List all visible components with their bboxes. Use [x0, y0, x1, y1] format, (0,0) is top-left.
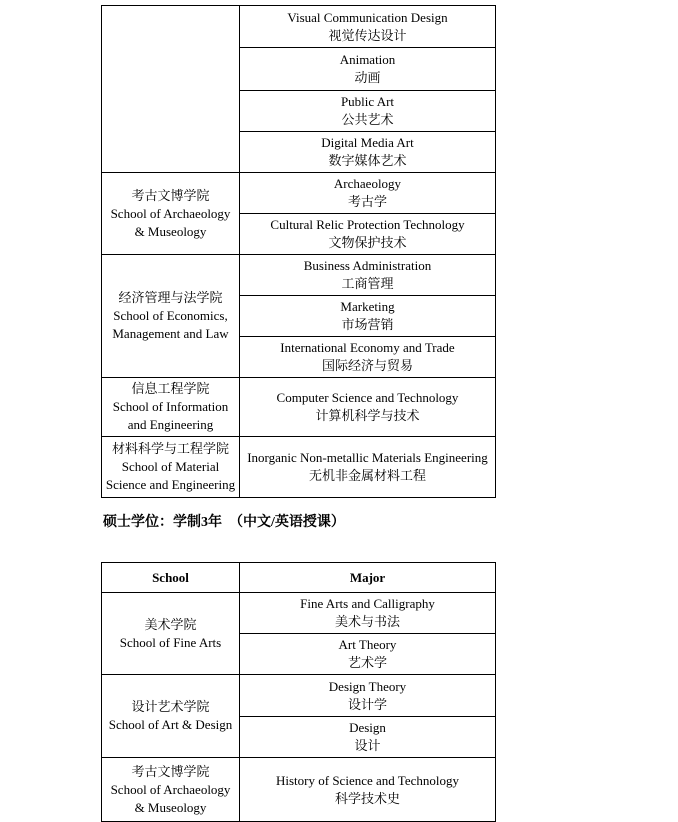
- school-cell-blank: [102, 6, 240, 173]
- column-header-school: School: [102, 563, 240, 593]
- major-cell: [240, 296, 496, 337]
- major-name-en: Inorganic Non-metallic Materials Engineering: [247, 450, 488, 465]
- major-name-zh: 设计学: [347, 696, 387, 712]
- major-cell: [240, 675, 496, 717]
- school-name-en: School of Archaeology & Museology: [110, 205, 231, 239]
- table-row: [102, 173, 496, 214]
- major-name-zh: 动画: [354, 70, 381, 85]
- major-name-en: Art Theory: [338, 637, 397, 652]
- school-name-en: School of Art & Design: [108, 717, 233, 732]
- major-name-zh: 数字媒体艺术: [328, 153, 407, 168]
- major-cell: [240, 255, 496, 296]
- table-header-row: [102, 563, 496, 593]
- school-cell-fine-arts: [102, 593, 240, 675]
- major-name-zh: 设计: [354, 738, 381, 753]
- school-name-zh: 设计艺术学院: [131, 699, 210, 714]
- major-name-zh: 视觉传达设计: [328, 27, 407, 43]
- major-name-en: Marketing: [340, 299, 395, 314]
- school-name-en: School of Economics, Management and Law: [112, 308, 229, 341]
- major-name-zh: 国际经济与贸易: [321, 358, 413, 373]
- school-name-zh: 信息工程学院: [131, 381, 210, 396]
- major-cell: [240, 6, 496, 48]
- major-name-zh: 计算机科学与技术: [315, 408, 420, 423]
- table-row: [102, 378, 496, 437]
- school-name-zh: 考古文博学院: [131, 187, 210, 203]
- major-name-en: Digital Media Art: [321, 135, 414, 150]
- school-cell-archaeology: [102, 173, 240, 255]
- major-name-en: Design Theory: [328, 678, 407, 694]
- major-name-en: Computer Science and Technology: [276, 390, 459, 405]
- school-name-zh: 经济管理与法学院: [118, 290, 223, 305]
- major-name-en: Cultural Relic Protection Technology: [270, 217, 465, 232]
- major-cell: [240, 173, 496, 214]
- major-name-zh: 美术与书法: [334, 614, 400, 629]
- major-name-zh: 科学技术史: [334, 790, 400, 806]
- major-cell: [240, 593, 496, 634]
- major-name-en: Archaeology: [333, 176, 402, 191]
- major-cell: [240, 634, 496, 675]
- major-name-en: Business Administration: [303, 258, 432, 273]
- major-cell: [240, 758, 496, 822]
- major-name-en: International Economy and Trade: [280, 340, 455, 355]
- school-cell-art-design: [102, 675, 240, 758]
- major-name-zh: 艺术学: [347, 655, 387, 670]
- major-name-zh: 市场营销: [341, 317, 394, 332]
- major-name-zh: 无机非金属材料工程: [308, 468, 426, 483]
- major-cell: [240, 91, 496, 132]
- table-row: [102, 593, 496, 634]
- school-cell-economics: [102, 255, 240, 378]
- major-name-zh: 考古学: [347, 194, 387, 209]
- table-row: [102, 675, 496, 717]
- table-row: [102, 6, 496, 48]
- school-name-en: School of Archaeology & Museology: [110, 781, 231, 815]
- school-name-zh: 材料科学与工程学院: [111, 441, 229, 456]
- school-name-en: School of Material Science and Engineering: [105, 459, 236, 492]
- major-cell: [240, 48, 496, 91]
- major-name-zh: 公共艺术: [341, 112, 394, 127]
- major-name-en: Fine Arts and Calligraphy: [300, 596, 435, 611]
- major-cell: [240, 337, 496, 378]
- major-name-zh: 工商管理: [341, 276, 394, 291]
- master-programs-table: [101, 562, 496, 822]
- column-header-major: Major: [240, 563, 496, 593]
- school-name-zh: 美术学院: [144, 616, 197, 632]
- school-name-zh: 考古文博学院: [131, 763, 210, 779]
- major-name-en: Visual Communication Design: [287, 9, 448, 25]
- major-cell: [240, 717, 496, 758]
- table-row: [102, 437, 496, 498]
- school-cell-information: [102, 378, 240, 437]
- major-cell: [240, 214, 496, 255]
- master-degree-heading: 硕士学位：学制3年 （中文/英语授课）: [103, 515, 345, 530]
- major-cell: [240, 437, 496, 498]
- school-name-en: School of Fine Arts: [119, 634, 222, 650]
- school-name-en: School of Information and Engineering: [112, 399, 229, 432]
- bachelor-programs-table: [101, 5, 496, 498]
- major-name-zh: 文物保护技术: [328, 235, 407, 250]
- major-name-en: Public Art: [340, 94, 395, 109]
- major-cell: [240, 378, 496, 437]
- school-cell-archaeology-2: [102, 758, 240, 822]
- major-name-en: History of Science and Technology: [276, 772, 459, 788]
- table-row: [102, 758, 496, 822]
- major-name-en: Design: [349, 720, 386, 735]
- school-cell-materials: [102, 437, 240, 498]
- major-cell: [240, 132, 496, 173]
- table-row: [102, 255, 496, 296]
- major-name-en: Animation: [339, 52, 396, 67]
